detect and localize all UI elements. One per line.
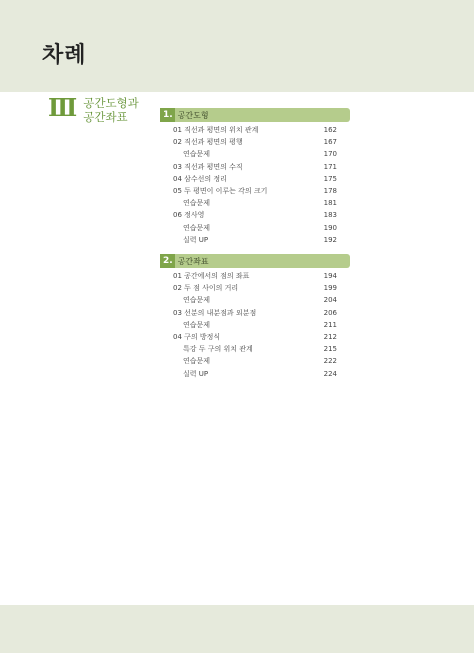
toc-entry[interactable] [160, 148, 350, 160]
toc-entry-page: 170 [323, 150, 337, 159]
toc-entry[interactable] [160, 319, 350, 331]
toc-entry-page: 211 [323, 320, 337, 329]
toc-entry[interactable] [160, 343, 350, 355]
page-title: 차례 [42, 43, 87, 68]
toc-entry-page: 167 [323, 138, 337, 147]
toc-entry-title: 03 선분의 내분점과 외분점 [173, 308, 257, 317]
toc-entry-title: 실력 UP [183, 235, 209, 244]
toc-entry-page: 183 [323, 211, 337, 220]
toc-list [160, 124, 350, 246]
part-title-line2: 공간좌표 [83, 110, 128, 124]
part-title-line1: 공간도형과 [83, 96, 139, 110]
toc-entry-page: 162 [323, 126, 337, 134]
chapter-title: 공간좌표 [177, 256, 209, 266]
toc-entry[interactable] [160, 282, 350, 294]
toc-entry-page: 190 [323, 223, 337, 232]
toc-entry[interactable] [160, 294, 350, 306]
chapter-number: 2. [160, 254, 175, 268]
toc-entry-title: 03 직선과 평면의 수직 [173, 162, 243, 171]
toc-entry-title: 06 정사영 [173, 211, 205, 220]
toc-entry-page: 194 [323, 272, 337, 280]
toc-entry-page: 222 [323, 357, 337, 366]
toc-entry-title: 02 직선과 평면의 평행 [173, 138, 243, 147]
chapter-number: 1. [160, 108, 175, 122]
toc-entry[interactable] [160, 355, 350, 367]
toc-entry-title: 01 공간에서의 점의 좌표 [173, 272, 250, 280]
toc-entry-page: 224 [323, 369, 337, 378]
toc-entry-page: 212 [323, 332, 337, 341]
toc-entry[interactable] [160, 161, 350, 173]
toc-entry-title: 실력 UP [183, 369, 209, 378]
part-title [83, 95, 139, 124]
toc-entry[interactable] [160, 136, 350, 148]
toc-entry[interactable] [160, 222, 350, 234]
toc-entry-title: 02 두 점 사이의 거리 [173, 284, 239, 293]
part-numeral: Ⅲ [48, 93, 78, 122]
toc-entry-title: 연습문제 [183, 296, 211, 305]
toc-entry[interactable] [160, 234, 350, 246]
toc-entry-page: 178 [323, 186, 337, 195]
footer-band [0, 605, 474, 653]
toc-entry-title: 연습문제 [183, 150, 211, 159]
chapter-header [160, 108, 350, 122]
toc-list [160, 270, 350, 380]
toc-entry-title: 연습문제 [183, 223, 211, 232]
toc-entry[interactable] [160, 197, 350, 209]
toc-entry-page: 175 [323, 174, 337, 183]
toc-entry[interactable] [160, 368, 350, 380]
toc-entry[interactable] [160, 270, 350, 282]
toc-entry-title: 연습문제 [183, 320, 211, 329]
part-heading [48, 95, 139, 124]
toc-entry-title: 04 구의 방정식 [173, 332, 221, 341]
toc-entry-page: 192 [323, 235, 337, 244]
toc-entry-page: 204 [323, 296, 337, 305]
toc-entry[interactable] [160, 185, 350, 197]
chapter-2 [160, 254, 350, 380]
toc-entry[interactable] [160, 307, 350, 319]
toc-entry-title: 04 삼수선의 정리 [173, 174, 227, 183]
toc-entry-page: 199 [323, 284, 337, 293]
chapter-1 [160, 108, 350, 246]
chapter-title: 공간도형 [177, 110, 209, 120]
header-band [0, 0, 474, 92]
toc-entry-title: 연습문제 [183, 357, 211, 366]
toc-entry-title: 특강 두 구의 위치 관계 [183, 345, 253, 354]
toc-entry-title: 05 두 평면이 이루는 각의 크기 [173, 186, 268, 195]
toc-entry[interactable] [160, 209, 350, 221]
toc-entry-page: 171 [323, 162, 337, 171]
toc-entry-title: 연습문제 [183, 199, 211, 208]
toc-entry[interactable] [160, 124, 350, 136]
chapter-header [160, 254, 350, 268]
toc-entry[interactable] [160, 331, 350, 343]
toc-entry-title: 01 직선과 평면의 위치 관계 [173, 126, 259, 134]
toc-entry-page: 181 [323, 199, 337, 208]
toc-entry-page: 215 [323, 345, 337, 354]
toc-entry-page: 206 [323, 308, 337, 317]
toc-entry[interactable] [160, 173, 350, 185]
